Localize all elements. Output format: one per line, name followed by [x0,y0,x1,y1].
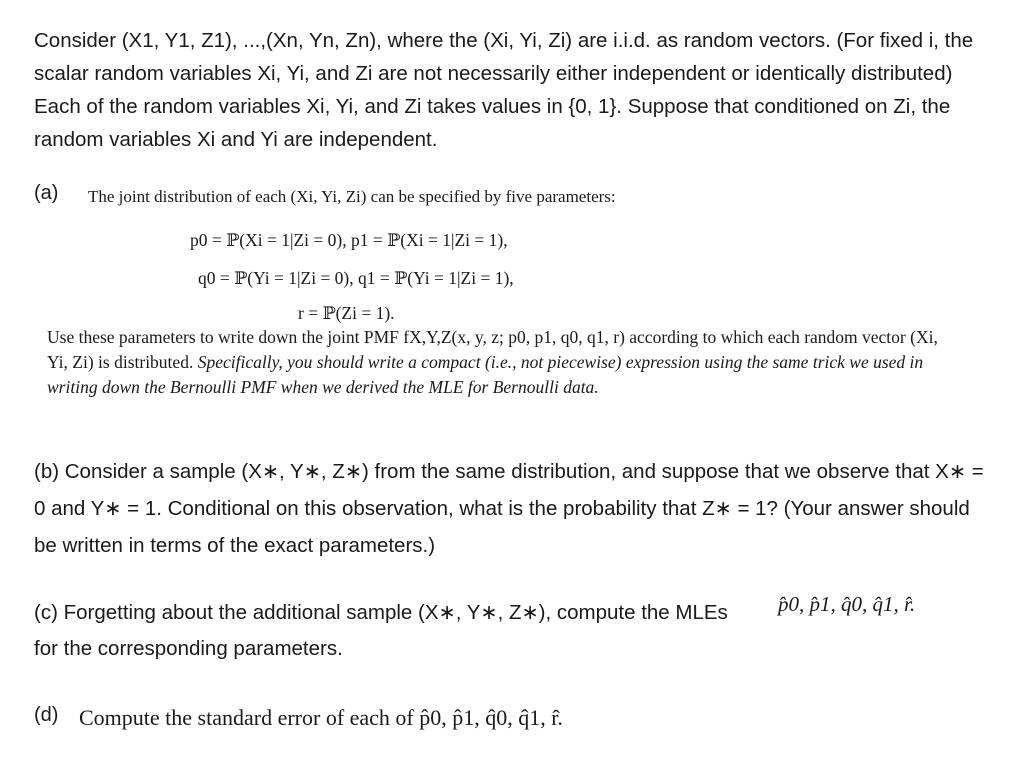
part-a-body-plain: Use these parameters to write down the joint PMF fX,Y,Z(x, y, z; p0, p1, q0, q1, r) according to which each random vector (Xi, Yi, Zi) is distributed. [47,327,938,372]
equation-q: q0 = ℙ(Yi = 1|Zi = 0), q1 = ℙ(Yi = 1|Zi = 1), [198,268,514,288]
part-a-intro: The joint distribution of each (Xi, Yi, Zi) can be specified by five parameters: [88,187,616,206]
part-d-question: Compute the standard error of each of p̂0, p̂1, q̂0, q̂1, r̂. [79,705,563,730]
part-a-body-italic: Specifically, you should write a compact (i.e., not piecewise) expression using the same trick we used in writing down the Bernoulli PMF when we derived the MLE for Bernoulli data. [47,352,924,397]
part-b-question: (b) Consider a sample (X∗, Y∗, Z∗) from the same distribution, and suppose that we observe that X∗ = 0 and Y∗ = 1. Conditional on this observation, what is the probability that Z∗ = 1? (Your answer should be written in terms of the exact parameters.) [34,460,984,557]
part-d-label: (d) [34,704,59,726]
equation-p: p0 = ℙ(Xi = 1|Zi = 0), p1 = ℙ(Xi = 1|Zi = 1), [190,230,508,250]
part-c-question-end: for the corresponding parameters. [34,637,343,660]
part-c-estimators: p̂0, p̂1, q̂0, q̂1, r̂. [778,592,916,616]
equation-r: r = ℙ(Zi = 1). [298,303,395,323]
part-c-question: (c) Forgetting about the additional sample (X∗, Y∗, Z∗), compute the MLEs [34,601,728,624]
problem-intro: Consider (X1, Y1, Z1), ...,(Xn, Yn, Zn), where the (Xi, Yi, Zi) are i.i.d. as random vectors. (For fixed i, the scalar random variables Xi, Yi, and Zi are not necessarily either independent or identically distributed) Each of the random variables Xi, Yi, and Zi takes values in {0, 1}. Suppose that conditioned on Zi, the random variables Xi and Yi are independent. [34,29,974,151]
part-a-body [47,325,947,400]
part-a-label: (a) [34,182,59,204]
